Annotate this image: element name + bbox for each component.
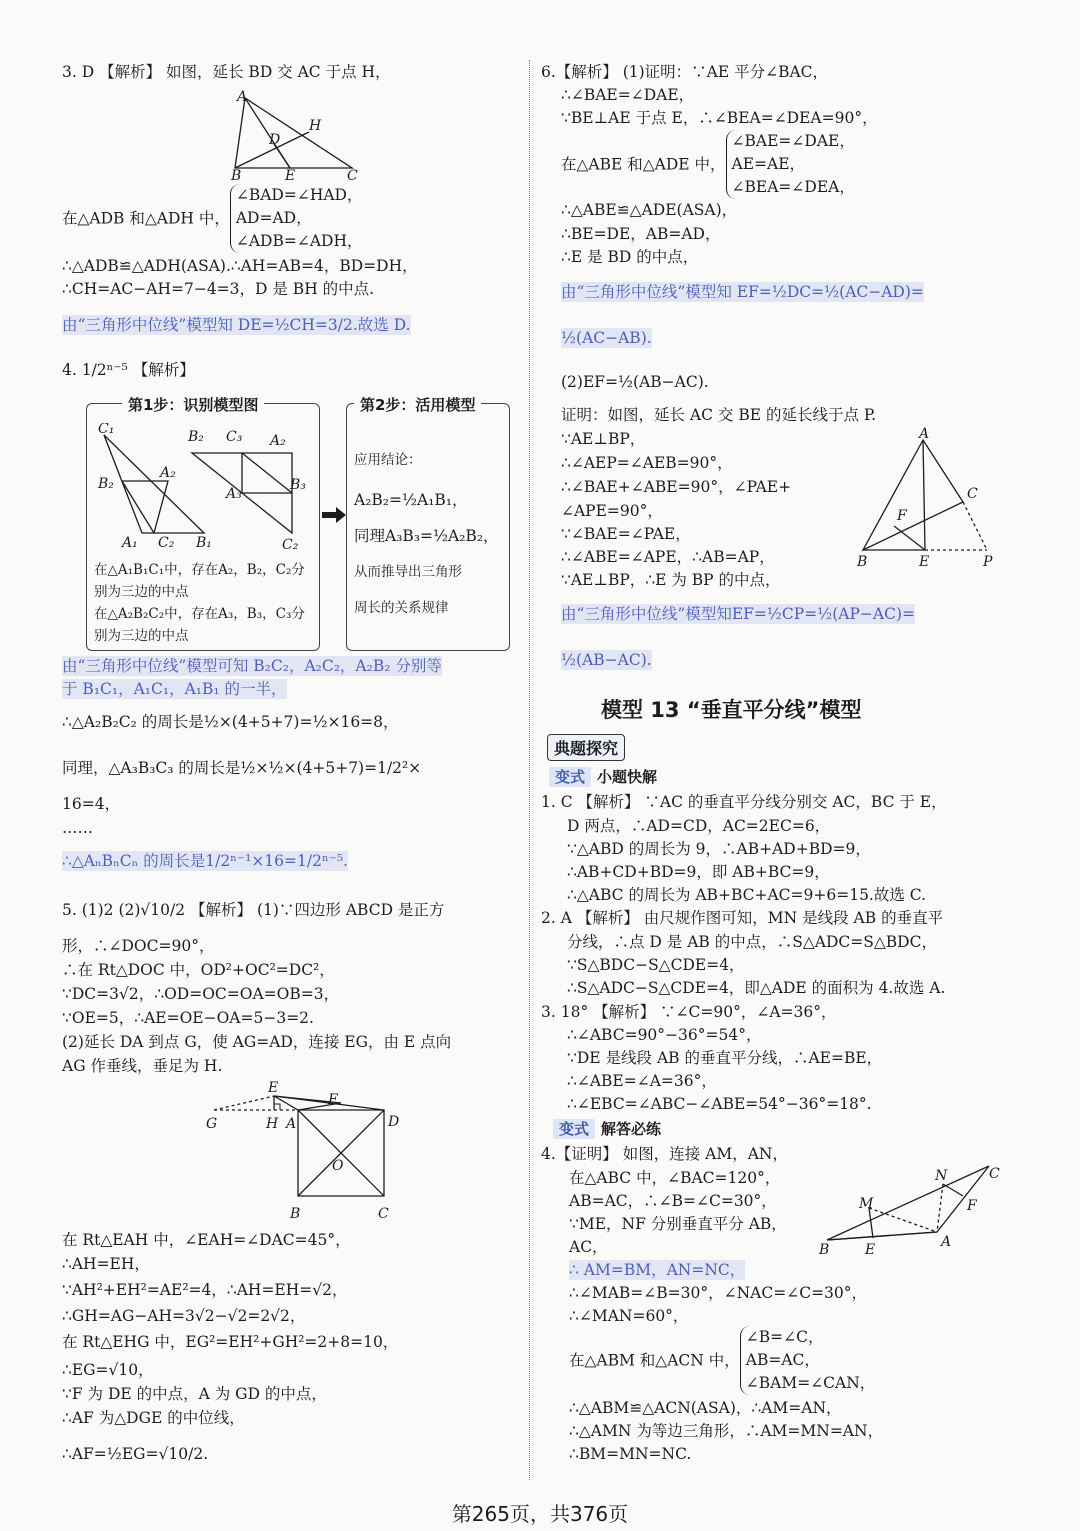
q5-line9: ∴AH=EH，: [62, 1255, 150, 1273]
q5-figure-square: [202, 1078, 412, 1228]
fig-label: B: [857, 554, 868, 570]
step2-text5: 周长的关系规律: [354, 600, 449, 616]
fig-label: O: [332, 1158, 344, 1174]
q2-line2: 分线，∴点 D 是 AB 的中点，∴S△ADC=S△BDC，: [567, 933, 937, 951]
q3r-line1: 3. 18° 【解析】 ∵∠C=90°，∠A=36°，: [541, 1003, 837, 1021]
fig-label: A: [237, 89, 248, 105]
q4r-line11: ∴△AMN 为等边三角形，∴AM=MN=AN，: [569, 1422, 884, 1440]
fig-label: C: [989, 1166, 1000, 1182]
q6-line18: ∵AE⊥BP，∴E 为 BP 的中点，: [561, 571, 781, 589]
fig-label: A₃: [226, 486, 242, 502]
q3-line3: ∴△ADB≌△ADH(ASA).∴AH=AB=4，BD=DH，: [62, 257, 418, 275]
section-title: 模型 13 “垂直平分线”模型: [601, 698, 862, 722]
step2-title: 第2步：活用模型: [354, 394, 481, 415]
arrow-icon: [320, 505, 348, 525]
q6-line8: 由“三角形中位线”模型知 EF=½DC=½(AC−AD)=: [561, 283, 924, 301]
q6-line20: ½(AB−AC).: [561, 651, 652, 669]
q2-line4: ∴S△ADC−S△CDE=4，即△ADE 的面积为 4.故选 A.: [567, 979, 946, 997]
q4r-line5: AC，: [569, 1238, 608, 1256]
fig-label: P: [983, 554, 993, 570]
q3r-line5: ∴∠EBC=∠ABC−∠ABE=54°−36°=18°.: [567, 1095, 872, 1113]
q5-line2: 形，∴∠DOC=90°，: [62, 937, 215, 955]
q3r-line2: ∴∠ABC=90°−36°=54°，: [567, 1026, 762, 1044]
q4r-line4: ∵ME，NF 分别垂直平分 AB，: [569, 1215, 787, 1233]
fig-label: E: [919, 554, 930, 570]
fig-label: F: [897, 508, 907, 524]
q6-line11: 证明：如图，延长 AC 交 BE 的延长线于点 P.: [561, 406, 877, 424]
q5-line11: ∴GH=AG−AH=3√2−√2=2√2，: [62, 1307, 306, 1325]
q5-line1: 5. (1)2 (2)√10/2 【解析】 (1)∵四边形 ABCD 是正方: [62, 901, 445, 919]
fig-label: D: [269, 132, 281, 148]
q6-line14: ∴∠BAE+∠ABE=90°，∠PAE+: [561, 478, 792, 496]
q3-figure-triangle: [227, 88, 377, 180]
fig-label: E: [268, 1080, 279, 1096]
q4-line4: ∴△A₂B₂C₂ 的周长是½×(4+5+7)=½×16=8，: [62, 713, 399, 731]
q4r-line3: AB=AC，∴∠B=∠C=30°，: [569, 1192, 777, 1210]
step2-text3: 同理A₃B₃=½A₂B₂，: [354, 527, 499, 545]
tag-variant-quick: 变式 小题快解: [549, 766, 657, 787]
q5-line13: ∴EG=√10，: [62, 1361, 154, 1379]
q3-line5: 由“三角形中位线”模型知 DE=½CH=3/2.故选 D.: [62, 316, 411, 334]
fig-label: F: [328, 1092, 338, 1108]
q4-figure-triangle: [813, 1156, 1003, 1256]
q5-line5: ∵OE=5，∴AE=OE−OA=5−3=2.: [62, 1009, 314, 1027]
q5-line4: ∵DC=3√2，∴OD=OC=OA=OB=3，: [62, 985, 340, 1003]
q4r-line12: ∴BM=MN=NC.: [569, 1445, 692, 1463]
q4r-line6: ∴ AM=BM，AN=NC，: [569, 1261, 746, 1279]
q6-line9: ½(AC−AB).: [561, 329, 652, 347]
q4r-line8: ∴∠MAN=60°，: [569, 1307, 689, 1325]
fig-label: N: [935, 1168, 948, 1184]
q6-line15: ∠APE=90°，: [561, 502, 663, 520]
fig-label: B₂: [98, 476, 114, 492]
fig-label: H: [266, 1116, 279, 1132]
q5-line10: ∵AH²+EH²=AE²=4，∴AH=EH=√2，: [62, 1281, 348, 1299]
fig-label: B: [231, 168, 242, 180]
q1-line4: ∴AB+CD+BD=9，即 AB+BC=9，: [567, 863, 830, 881]
q4-line6: 16=4，: [62, 795, 121, 813]
fig-label: G: [206, 1116, 218, 1132]
fig-label: C₃: [226, 429, 243, 445]
q4-line5: 同理，△A₃B₃C₃ 的周长是½×½×(4+5+7)=1/2²×: [62, 759, 422, 777]
q4-line3: 于 B₁C₁，A₁C₁，A₁B₁ 的一半，: [62, 680, 287, 698]
fig-label: A₂: [160, 465, 176, 481]
fig-label: C: [347, 168, 358, 180]
fig-label: C: [967, 486, 978, 502]
q5-line15: ∴AF 为△DGE 的中位线，: [62, 1409, 245, 1427]
q4r-line7: ∴∠MAB=∠B=30°，∠NAC=∠C=30°，: [569, 1284, 868, 1302]
q6-line2: ∴∠BAE=∠DAE，: [561, 86, 695, 104]
fig-label: B₁: [196, 535, 212, 551]
fig-label: C₂: [158, 535, 175, 551]
q6-line17: ∴∠ABE=∠APE，∴AB=AP，: [561, 548, 775, 566]
column-divider: [529, 60, 530, 1480]
fig-label: D: [388, 1114, 400, 1130]
q1-line1: 1. C 【解析】 ∵AC 的垂直平分线分别交 AC，BC 于 E，: [541, 793, 947, 811]
q4r-congruence: 在△ABM 和△ACN 中， ∠B=∠C， AB=AC， ∠BAM=∠CAN，: [569, 1326, 875, 1395]
step2-text4: 从而推导出三角形: [354, 564, 462, 580]
q6-line3: ∵BE⊥AE 于点 E，∴∠BEA=∠DEA=90°，: [561, 109, 878, 127]
q4r-line10: ∴△ABM≌△ACN(ASA)，∴AM=AN，: [569, 1399, 842, 1417]
q2-line1: 2. A 【解析】 由尺规作图可知，MN 是线段 AB 的垂直平: [541, 909, 944, 927]
q3-congruence: 在△ADB 和△ADH 中， ∠BAD=∠HAD， AD=AD， ∠ADB=∠ADH，: [62, 184, 362, 253]
fig-label: C₂: [282, 537, 299, 553]
q4-line1: 4. 1/2ⁿ⁻⁵ 【解析】: [62, 361, 195, 379]
q4-line7: ……: [62, 819, 93, 837]
q6-congruence: 在△ABE 和△ADE 中， ∠BAE=∠DAE， AE=AE， ∠BEA=∠DEA，: [561, 130, 855, 199]
q6-line7: ∴E 是 BD 的中点，: [561, 248, 699, 266]
step1-text3: 在△A₂B₂C₂中，存在A₃，B₃，C₃分: [94, 606, 305, 622]
q4-line8: ∴△AₙBₙCₙ 的周长是1/2ⁿ⁻¹×16=1/2ⁿ⁻⁵.: [62, 852, 348, 870]
fig-label: B₃: [290, 477, 306, 493]
step1-text4: 别为三边的中点: [94, 628, 189, 644]
q6-line10: (2)EF=½(AB−AC).: [561, 373, 709, 391]
fig-label: B₂: [188, 429, 204, 445]
fig-label: B: [819, 1242, 830, 1256]
fig-label: A₁: [122, 535, 138, 551]
q6-line13: ∴∠AEP=∠AEB=90°，: [561, 454, 733, 472]
step1-text1: 在△A₁B₁C₁中，存在A₂，B₂，C₂分: [94, 562, 305, 578]
q2-line3: ∵S△BDC−S△CDE=4，: [567, 956, 745, 974]
q5-line12: 在 Rt△EHG 中，EG²=EH²+GH²=2+8=10，: [62, 1333, 399, 1351]
step2-text2: A₂B₂=½A₁B₁，: [354, 491, 468, 509]
tag-variant-required: 变式 解答必练: [553, 1118, 661, 1139]
fig-label: B: [290, 1206, 301, 1222]
q3r-line3: ∵DE 是线段 AB 的垂直平分线，∴AE=BE，: [567, 1049, 883, 1067]
q5-line6: (2)延长 DA 到点 G，使 AG=AD，连接 EG，由 E 点向: [62, 1033, 452, 1051]
fig-label: A₂: [270, 433, 286, 449]
q1-line2: D 两点，∴AD=CD，AC=2EC=6，: [567, 817, 831, 835]
q6-line19: 由“三角形中位线”模型知EF=½CP=½(AP−AC)=: [561, 605, 915, 623]
fig-label: F: [967, 1198, 977, 1214]
step1-title: 第1步：识别模型图: [122, 394, 264, 415]
q6-figure-triangle: [851, 426, 1001, 571]
step2-text1: 应用结论：: [354, 452, 422, 468]
q6-line16: ∵∠BAE=∠PAE，: [561, 525, 691, 543]
fig-label: C₁: [98, 423, 115, 437]
q4r-line2: 在△ABC 中，∠BAC=120°，: [569, 1169, 781, 1187]
q4-figure-triangles: [92, 423, 317, 558]
fig-label: E: [865, 1242, 876, 1256]
q6-line12: ∵AE⊥BP，: [561, 430, 646, 448]
q5-line3: ∴在 Rt△DOC 中，OD²+OC²=DC²，: [62, 961, 335, 979]
q6-line6: ∴BE=DE，AB=AD，: [561, 225, 721, 243]
q5-line7: AG 作垂线，垂足为 H.: [62, 1057, 223, 1075]
fig-label: A: [941, 1234, 952, 1250]
page-footer: 第265页，共376页: [451, 1502, 629, 1526]
fig-label: C: [378, 1206, 389, 1222]
fig-label: A: [286, 1116, 297, 1132]
fig-label: H: [309, 118, 322, 134]
q5-line16: ∴AF=½EG=√10/2.: [62, 1445, 209, 1463]
fig-label: E: [285, 168, 296, 180]
q3-line1: 3. D 【解析】 如图，延长 BD 交 AC 于点 H，: [62, 63, 391, 81]
q1-line5: ∴△ABC 的周长为 AB+BC+AC=9+6=15.故选 C.: [567, 886, 927, 904]
tag-typical-problems: 典题探究: [547, 734, 625, 761]
q3-line4: ∴CH=AC−AH=7−4=3，D 是 BH 的中点.: [62, 280, 375, 298]
fig-label: A: [919, 426, 930, 442]
fig-label: M: [859, 1196, 874, 1212]
q3r-line4: ∴∠ABE=∠A=36°，: [567, 1072, 717, 1090]
q4-line2: 由“三角形中位线”模型可知 B₂C₂，A₂C₂，A₂B₂ 分别等: [62, 657, 442, 675]
q5-line14: ∵F 为 DE 的中点，A 为 GD 的中点，: [62, 1385, 327, 1403]
q6-line5: ∴△ABE≌△ADE(ASA)，: [561, 201, 738, 219]
step1-text2: 别为三边的中点: [94, 584, 189, 600]
q4r-line1: 4.【证明】 如图，连接 AM，AN，: [541, 1145, 788, 1163]
q6-line1: 6.【解析】 (1)证明：∵AE 平分∠BAC，: [541, 63, 829, 81]
q1-line3: ∵△ABD 的周长为 9，∴AB+AD+BD=9，: [567, 840, 871, 858]
q5-line8: 在 Rt△EAH 中，∠EAH=∠DAC=45°，: [62, 1231, 351, 1249]
